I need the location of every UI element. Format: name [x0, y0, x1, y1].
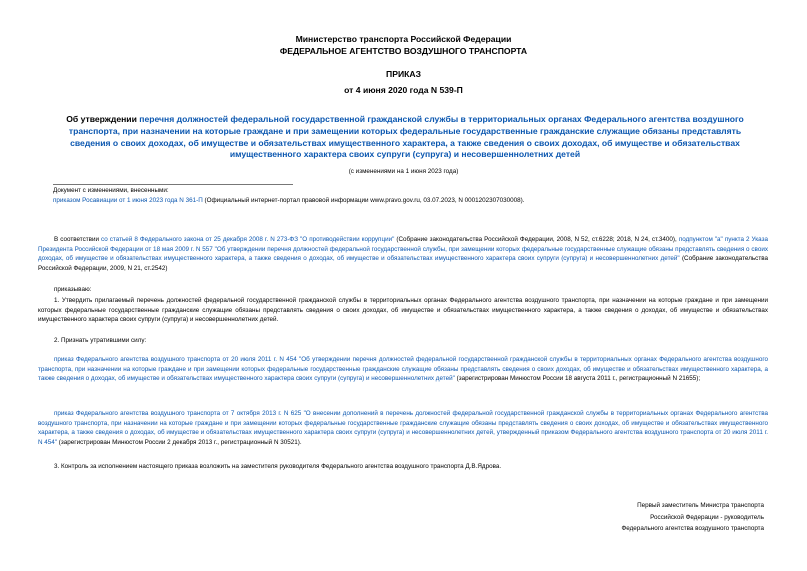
- preamble-paragraph: [38, 235, 768, 273]
- item-1: [38, 296, 768, 325]
- item-1-list-link: перечень должностей федеральной государственной гражданской службы в территориальных органах Федерального агентства воздушного транспорта, при назначении на которые граждане и при замещении которых федеральные государственные гражданские служащие обязаны представлять сведения о своих доходах, об имуществе и обязательствах имущественного характера, а также сведения о доходах, об имуществе и обязательствах имущественного характера своих супруги (супруга) и несовершеннолетних детей: [38, 297, 768, 324]
- item-1-prefix: 1. Утвердить прилагаемый: [54, 297, 137, 304]
- amendments-intro: Документ с изменениями, внесенными:: [53, 187, 169, 194]
- preamble-text-1: В соответствии: [54, 236, 102, 243]
- signature-line-1: Первый заместитель Министра транспорта: [637, 502, 764, 509]
- divider: [53, 184, 293, 185]
- order-454-registration: (зарегистрирован Минюстом России 18 августа 2011 г., регистрационный N 21655);: [454, 375, 701, 383]
- revoked-order-1: [38, 355, 768, 384]
- document-date-number: от 4 июня 2020 года N 539-П: [344, 85, 463, 95]
- preamble-text-2: (Собрание законодательства Российской Федерации, 2008, N 52, ст.6228; 2018, N 24, ст.3400),: [394, 236, 679, 243]
- item-3: 3. Контроль за исполнением настоящего приказа возложить на заместителя руководителя Федерального агентства воздушного транспорта Д.В.Ядрова.: [54, 463, 502, 470]
- order-625-link[interactable]: приказ Федерального агентства воздушного транспорта от 7 октября 2013 г. N 625 "О внесении дополнений в перечень должностей федеральной государственной гражданской службы в территориальных органах Федерального агентства воздушного транспорта, при назначении на которые граждане и при замещении которых федеральные государственные гражданские служащие обязаны представлять сведения о своих доходах, об имуществе и обязательствах имущественного характера, а также сведения о доходах, об имуществе и обязательствах имущественного характера своих супруги (супруга) и несовершеннолетних детей, утвержденный приказом Федерального агентства воздушного транспорта от 20 июля 2011 г. N 454": [38, 410, 768, 446]
- ministry-heading: Министерство транспорта Российской Федерации: [295, 34, 512, 44]
- item-1-suffix: .: [276, 316, 279, 324]
- item-2: 2. Признать утратившими силу:: [54, 337, 147, 344]
- law-273-link[interactable]: со статьей 8 Федерального закона от 25 декабря 2008 г. N 273-ФЗ "О противодействии коррупции": [101, 236, 395, 243]
- document-title: [58, 114, 752, 161]
- title-prefix: Об утверждении: [66, 114, 140, 124]
- order-625-registration: (зарегистрирован Минюстом России 2 декабря 2013 г., регистрационный N 30521).: [57, 438, 302, 446]
- changes-note: (с изменениями на 1 июня 2023 года): [348, 168, 459, 175]
- signature-block: [621, 500, 764, 535]
- order-454-link[interactable]: приказ Федерального агентства воздушного транспорта от 20 июля 2011 г. N 454 "Об утверждении перечня должностей федеральной государственной гражданской службы в территориальных органах Федерального агентства воздушного транспорта, при назначении на которые граждане и при замещении которых федеральные государственные гражданские служащие обязаны представлять сведения о своих доходах, об имуществе и обязательствах имущественного характера, а также сведения о доходах, об имуществе и обязательствах имущественного характера своих супруги (супруга) и несовершеннолетних детей": [38, 356, 768, 383]
- agency-heading: ФЕДЕРАЛЬНОЕ АГЕНТСТВО ВОЗДУШНОГО ТРАНСПОРТА: [279, 46, 528, 56]
- revoked-order-2: [38, 409, 768, 447]
- amendment-source: (Официальный интернет-портал правовой информации www.pravo.gov.ru, 03.07.2023, N 0001202307030008).: [202, 196, 525, 204]
- amendment-link[interactable]: приказом Росавиации от 1 июня 2023 года N 361-П: [53, 196, 203, 204]
- preamble-text-3: (Собрание законодательства Российской Федерации, 2009, N 21, ст.2542): [38, 255, 768, 272]
- signature-line-2: Российской Федерации - руководитель: [650, 513, 764, 521]
- decree-557-link[interactable]: подпунктом "а" пункта 2 Указа Президента Российской Федерации от 18 мая 2009 г. N 557 "Об утверждении перечня должностей федеральной государственной службы, при замещении которых федеральные государственные служащие обязаны представлять сведения о своих доходах, об имуществе и обязательствах имущественного характера, а также сведения о доходах, об имуществе и обязательствах имущественного характера своих супруги (супруга) и несовершеннолетних детей": [38, 236, 768, 263]
- amendments-block: [53, 186, 753, 205]
- document-type: ПРИКАЗ: [386, 69, 421, 79]
- title-link[interactable]: перечня должностей федеральной государственной гражданской службы в территориальных органах Федерального агентства воздушного транспорта, при назначении на которые граждане и при замещении которых федеральные государственные гражданские служащие обязаны представлять сведения о своих доходах, об имуществе и обязательствах имущественного характера, а также сведения о своих доходах, об имуществе и обязательствах имущественного характера своих супруги (супруга) и несовершеннолетних детей: [68, 114, 744, 160]
- signature-line-3: Федерального агентства воздушного транспорта: [621, 525, 764, 533]
- order-word: приказываю:: [54, 286, 92, 293]
